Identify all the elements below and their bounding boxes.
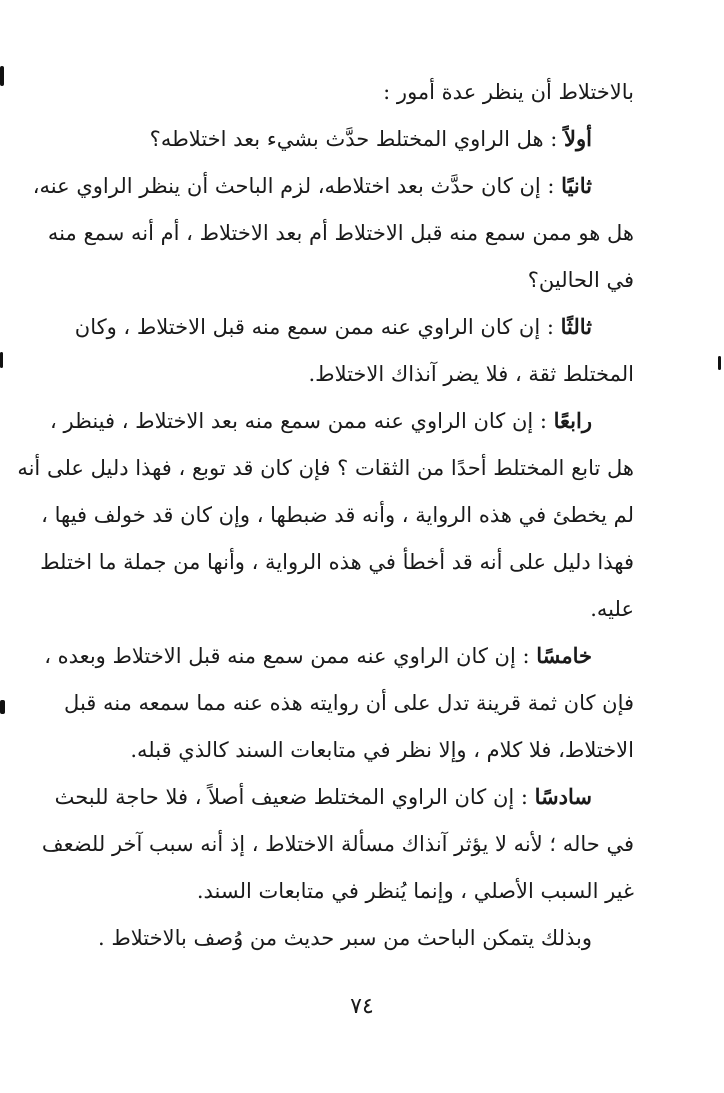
item-fifth: خامسًا : إن كان الراوي عنه ممن سمع منه قبل الاختلاط وبعده ، [44, 643, 592, 668]
scan-edge-mark [0, 66, 4, 86]
item-second-line-2: هل هو ممن سمع منه قبل الاختلاط أم بعد الاختلاط ، أم أنه سمع منه [47, 221, 634, 245]
item-fourth-line-5: عليه. [590, 597, 634, 621]
item-fourth-line-2: هل تابع المختلط أحدًا من الثقات ؟ فإن كان قد توبع ، فهذا دليل على أنه [17, 456, 634, 480]
item-sixth-line-2: في حاله ؛ لأنه لا يؤثر آنذاك مسألة الاختلاط ، إذ أنه سبب آخر للضعف [41, 832, 634, 856]
scan-edge-mark [0, 700, 5, 714]
item-fifth-line-2: فإن كان ثمة قرينة تدل على أن روايته هذه عنه مما سمعه منه قبل [64, 691, 634, 715]
item-fourth-line-4: فهذا دليل على أنه قد أخطأ في هذه الرواية ، وأنها من جملة ما اختلط [40, 550, 634, 574]
body-text [17, 72, 634, 965]
item-second-line-3: في الحالين؟ [527, 268, 634, 292]
item-fourth: رابعًا : إن كان الراوي عنه ممن سمع منه بعد الاختلاط ، فينظر ، [50, 408, 592, 433]
item-second: ثانيًا : إن كان حدَّث بعد اختلاطه، لزم الباحث أن ينظر الراوي عنه، [32, 173, 592, 198]
item-third: ثالثًا : إن كان الراوي عنه ممن سمع منه قبل الاختلاط ، وكان [74, 314, 592, 339]
item-fourth-line-3: لم يخطئ في هذه الرواية ، وأنه قد ضبطها ، وإن كان قد خولف فيها ، [41, 503, 634, 527]
item-fifth-line-3: الاختلاط، فلا كلام ، وإلا نظر في متابعات السند كالذي قبله. [130, 738, 634, 762]
scan-edge-mark [0, 352, 3, 368]
conclusion-line: وبذلك يتمكن الباحث من سبر حديث من وُصف بالاختلاط . [98, 926, 592, 950]
item-sixth-line-3: غير السبب الأصلي ، وإنما يُنظر في متابعات السند. [196, 879, 634, 903]
item-third-line-2: المختلط ثقة ، فلا يضر آنذاك الاختلاط. [308, 362, 634, 386]
page-number: ٧٤ [350, 994, 374, 1019]
scan-edge-mark [718, 356, 721, 370]
item-first: أولاً : هل الراوي المختلط حدَّث بشيء بعد اختلاطه؟ [149, 126, 592, 151]
item-sixth: سادسًا : إن كان الراوي المختلط ضعيف أصلاً ، فلا حاجة للبحث [54, 784, 592, 809]
text-line-intro: بالاختلاط أن ينظر عدة أمور : [383, 80, 634, 104]
